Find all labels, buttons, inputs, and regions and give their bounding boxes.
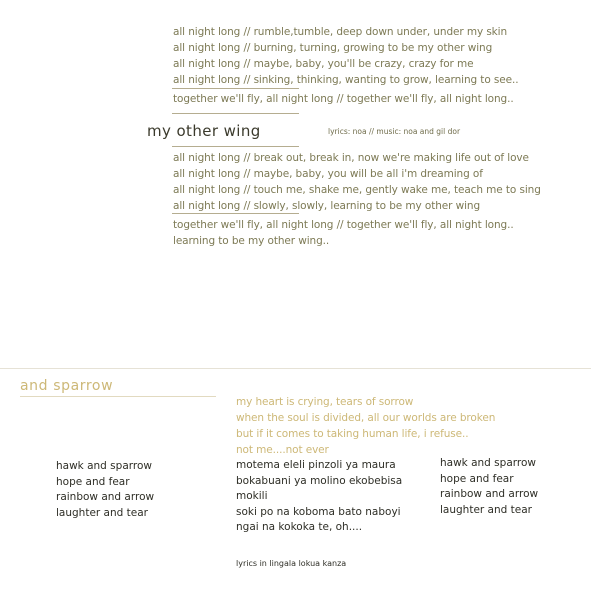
lyric-line: bokabuani ya molino ekobebisa <box>236 474 403 487</box>
lyric-line: but if it comes to taking human life, i refuse.. <box>236 428 469 440</box>
verse-block-1 <box>173 24 518 88</box>
lyric-line: my heart is crying, tears of sorrow <box>236 396 414 408</box>
lyric-line: learning to be my other wing.. <box>173 235 330 247</box>
lyric-line: all night long // touch me, shake me, gently wake me, teach me to sing <box>173 184 541 196</box>
lyric-line: all night long // sinking, thinking, wanting to grow, learning to see.. <box>173 74 519 86</box>
divider-rule <box>172 113 299 114</box>
footer-credits: lyrics in lingala lokua kanza <box>236 559 347 568</box>
lyric-line: all night long // maybe, baby, you'll be crazy, crazy for me <box>173 58 474 70</box>
lyric-line: all night long // burning, turning, growing to be my other wing <box>173 42 493 54</box>
divider-rule <box>172 88 299 89</box>
lyric-line: rainbow and arrow <box>56 491 155 503</box>
song-title: and sparrow <box>20 378 114 394</box>
lyric-line: ngai na kokoka te, oh.... <box>236 521 363 533</box>
lyric-line: hawk and sparrow <box>440 457 536 469</box>
lyric-line: hope and fear <box>56 475 130 488</box>
lyric-line: when the soul is divided, all our worlds are broken <box>236 412 496 424</box>
divider-rule <box>172 146 299 147</box>
lyric-line: laughter and tear <box>56 506 148 519</box>
lyric-line: all night long // maybe, baby, you will be all i'm dreaming of <box>173 168 483 180</box>
left-column <box>56 459 154 521</box>
lyric-line: motema eleli pinzoli ya maura <box>236 459 396 471</box>
title-underline <box>20 396 216 397</box>
lyric-line: all night long // rumble,tumble, deep down under, under my skin <box>173 26 508 38</box>
lyric-line: all night long // break out, break in, now we're making life out of love <box>173 152 529 164</box>
lyric-line: laughter and tear <box>440 503 532 516</box>
right-column <box>440 456 538 518</box>
lyric-line: hawk and sparrow <box>56 460 152 472</box>
lyric-line: together we'll fly, all night long // together we'll fly, all night long.. <box>173 219 514 231</box>
song-title: my other wing <box>147 122 261 140</box>
section-divider <box>0 368 591 369</box>
intro-block <box>236 394 495 458</box>
chorus-1: together we'll fly, all night long // together we'll fly, all night long.. <box>173 93 514 105</box>
middle-column <box>236 458 402 536</box>
lyric-line: soki po na koboma bato naboyi <box>236 505 401 518</box>
verse-block-2 <box>173 150 541 214</box>
lyric-line: hope and fear <box>440 472 514 485</box>
chorus-2 <box>173 217 514 249</box>
lyric-line: all night long // slowly, slowly, learning to be my other wing <box>173 200 481 212</box>
lyric-line: not me....not ever <box>236 444 329 456</box>
lyric-line: rainbow and arrow <box>440 488 539 500</box>
song-credits: lyrics: noa // music: noa and gil dor <box>328 127 461 136</box>
divider-rule <box>172 213 299 214</box>
lyric-line: mokili <box>236 490 268 502</box>
